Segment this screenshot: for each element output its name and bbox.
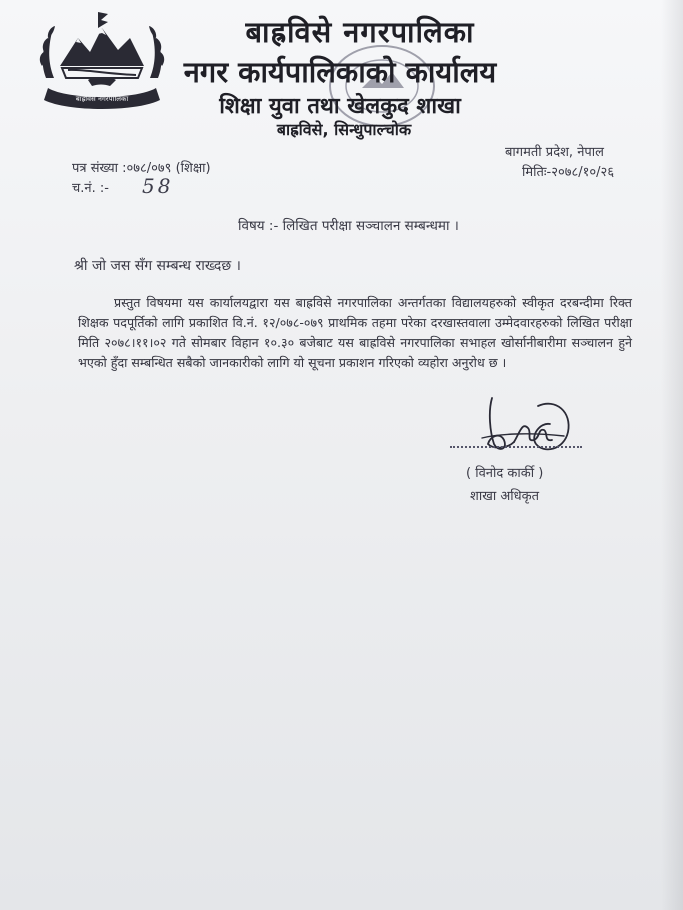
municipality-name: बाह्रविसे नगरपालिका [245,15,475,49]
branch-name: शिक्षा युवा तथा खेलकुद शाखा [219,94,461,119]
office-name: नगर कार्यपालिकाको कार्यालय [183,55,497,89]
reference-number: पत्र संख्या :०७८/०७९ (शिक्षा) [72,161,211,176]
dispatch-label: च.नं. :- [72,181,109,196]
letter-body: प्रस्तुत विषयमा यस कार्यालयद्वारा यस बाह्रविसे नगरपालिका अन्तर्गतका विद्यालयहरुको स्वीकृत दरबन्दीमा रिक्त शिक्षक पदपूर्तिको लागि प्रकाशित वि.नं. १२/०७८-०७९ प्राथमिक तहमा परेका दरखास्तवाला उम्मेदवारहरुको लिखित परीक्षा मिति २०७८।११।०२ गते सोमबार विहान १०.३० बजेबाट यस बाह्रविसे नगरपालिका सभाहल खोर्सानीबारीमा सञ्चालन हुने भएको हुँदा सम्बन्धित सबैको जानकारीको लागि यो सूचना प्रकाशन गरिएको व्यहोरा अनुरोध छ । [78,295,632,370]
signatory-title: शाखा अधिकृत [470,489,540,504]
letter-subject: विषय :- लिखित परीक्षा सञ्चालन सम्बन्धमा । [238,218,459,234]
dispatch-number-handwritten: 58 [142,174,174,198]
salutation: श्री जो जस सँग सम्बन्ध राख्दछ । [74,258,241,274]
signatory-name: ( विनोद कार्की ) [466,466,544,481]
province-line: बागमती प्रदेश, नेपाल [505,145,604,160]
office-address: बाह्रविसे, सिन्धुपाल्चोक [276,120,412,139]
signature-icon [468,392,578,464]
paper-shadow [661,0,683,910]
emblem-ring-text: बाह्रविसे नगरपालिका [75,95,129,103]
signature-line [450,446,582,448]
letter-date: मितिः-२०७८/१०/२६ [522,165,615,180]
